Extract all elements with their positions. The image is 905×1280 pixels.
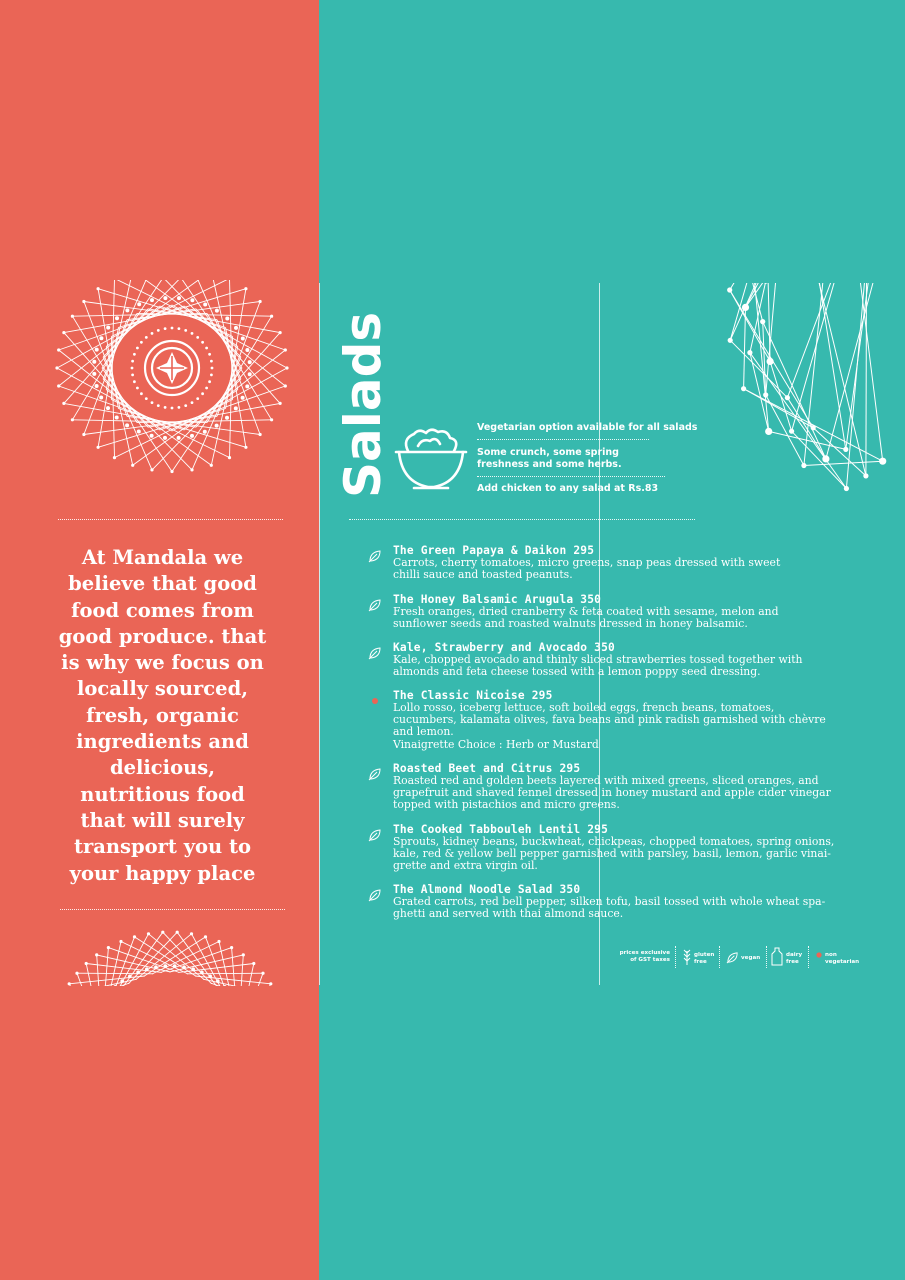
vegan-leaf-icon [368,828,382,842]
chicken-note: Add chicken to any salad at Rs.83 [477,483,659,494]
menu-item-description: Kale, chopped avocado and thinly sliced strawberries tossed together with almonds and feta cheese tossed with a lemon poppy seed dressing. [393,653,803,679]
menu-item-name: The Cooked Tabbouleh Lentil 295 [393,823,608,836]
vegan-leaf-icon [368,767,382,781]
legend-dairy-free: dairy free [786,952,803,965]
salad-bowl-icon [392,424,470,494]
gluten-free-icon [682,948,692,966]
vegan-leaf-icon [726,951,739,964]
menu-item-description: Carrots, cherry tomatoes, micro greens, snap peas dressed with sweet chilli sauce and toasted peanuts. [393,556,781,582]
right-header-divider [349,519,695,520]
menu-item-name: Kale, Strawberry and Avocado 350 [393,641,615,654]
legend-vegan: vegan [741,955,761,961]
menu-item-name: The Green Papaya & Daikon 295 [393,544,595,557]
legend-separator [766,946,767,968]
legend-separator [808,946,809,968]
description-note-line2: freshness and some herbs. [477,459,622,470]
legend-non-vegetarian: non vegetarian [825,952,860,965]
right-panel [319,0,905,1280]
menu-item-name: The Honey Balsamic Arugula 350 [393,593,602,606]
non-vegetarian-dot-icon [368,694,382,708]
menu-item-name: The Classic Nicoise 295 [393,689,553,702]
right-vertical-rule [599,283,600,985]
left-vertical-rule [319,283,320,985]
legend-gluten-free: gluten free [694,952,715,965]
left-bottom-divider [60,909,285,910]
note-divider-1 [477,439,649,440]
dairy-free-bottle-icon [771,947,783,966]
menu-item-description: Fresh oranges, dried cranberry & feta coated with sesame, melon and sunflower seeds and roasted walnuts dressed in honey balsamic. [393,605,779,631]
mandala-top-icon [28,280,312,510]
menu-item-description: Lollo rosso, iceberg lettuce, soft boiled eggs, french beans, tomatoes, cucumbers, kalamata olives, fava beans and pink radish garnished with chèvre and lemon. Vinaigrette Choice : Herb or Mustard [393,701,826,751]
menu-item-description: Roasted red and golden beets layered with mixed greens, sliced oranges, and grapefruit and shaved fennel dressed in honey mustard and apple cider vinegar topped with pistachios and micro greens. [393,774,831,812]
mandala-bottom-icon [55,922,285,986]
menu-item-description: Sprouts, kidney beans, buckwheat, chickpeas, chopped tomatoes, spring onions, kale, red & yellow bell pepper garnished with parsley, basil, lemon, garlic vinai- grette and extra virgin oil. [393,835,835,873]
vegetarian-note: Vegetarian option available for all salads [477,422,698,433]
legend-separator [675,946,676,968]
legend-separator [719,946,720,968]
brand-tagline: At Mandala we believe that good food comes from good produce. that is why we focus on locally sourced, fresh, organic ingredients and delicious, nutritious food that will surely transport you to your happy place [58,546,267,885]
vegan-leaf-icon [368,888,382,902]
note-divider-2 [477,476,665,477]
non-vegetarian-dot-icon [815,951,823,959]
left-top-divider [58,519,283,520]
vegan-leaf-icon [368,646,382,660]
menu-item-name: Roasted Beet and Citrus 295 [393,762,581,775]
description-note-line1: Some crunch, some spring [477,447,619,458]
vegan-leaf-icon [368,549,382,563]
legend-prices: prices exclusive of GST taxes [619,950,670,963]
menu-item-description: Grated carrots, red bell pepper, silken tofu, basil tossed with whole wheat spa- ghetti and served with thai almond sauce. [393,895,826,921]
section-title: Salads [334,311,392,498]
vegan-leaf-icon [368,598,382,612]
menu-item-name: The Almond Noodle Salad 350 [393,883,581,896]
